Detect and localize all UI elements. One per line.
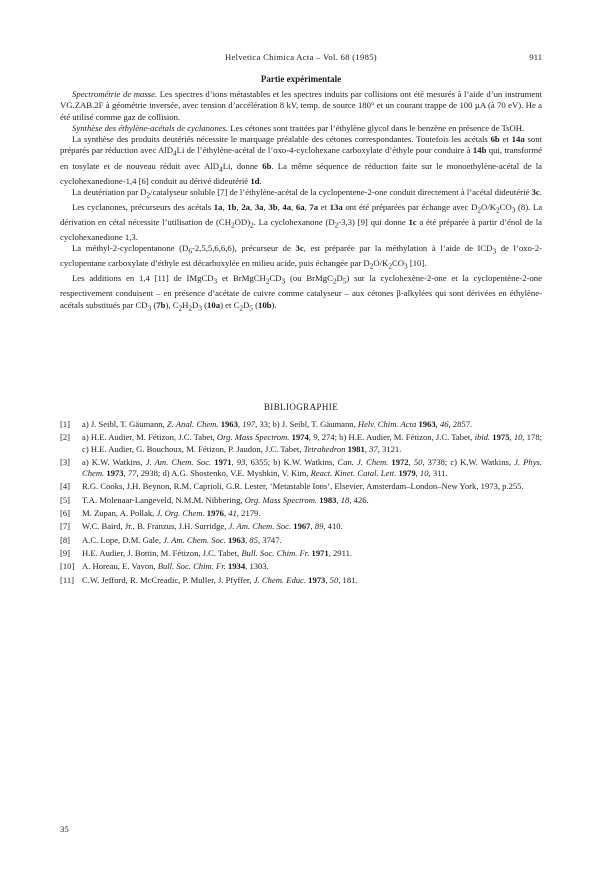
reference-number: [8] (60, 534, 71, 545)
reference-text: W.C. Baird, Jr., B. Franzus, J.H. Surridge, J. Am. Chem. Soc. 1967, 89, 410. (82, 521, 343, 532)
reference-item (60, 561, 542, 572)
reference-item (60, 521, 542, 532)
experimental-body (60, 89, 542, 315)
page-number: 911 (529, 52, 542, 62)
reference-number: [1] (60, 419, 71, 429)
reference-text: C.W. Jefford, R. McCreadic, P. Muller, J. Pfyffer, J. Chem. Educ. 1973, 50, 181. (82, 574, 358, 585)
reference-item (60, 457, 542, 480)
paragraph-deuterated-synthesis: La synthèse des produits deutériés nécessite le marquage préalable des cétones correspondantes. Toutefois les acétals 6b et 14a sont préparés par réduction avec AlD$_4$Li de l’éthylène-acétal de l’oxo-4-cyclohexane carboxylate d’éthyle pour conduire à 14b qui, transformé en tosylate et de nouveau réduit avec AlD$_4$Li, donne 6b. La même séquence de réduction faite sur le monoethylène-acétal de la cyclohexanedione-1,4 [6] conduit au dérivé dideutérié 1d. (60, 134, 543, 186)
running-header (60, 52, 542, 66)
reference-number: [4] (60, 481, 71, 492)
paragraph-cyclanones: Les cyclanones, précurseurs des acétals 1a, 1b, 2a, 3a, 3b, 4a, 6a, 7a et 13a ont été préparées par échange avec $D_2O/K_2CO_3$ (8). La dérivation en cétal nécessite l’utilisation de $(CH_2OD)_2$. La cyclohexanone $(D_2-3,3)$ [9] qui donne 1c a été préparée à partir d’énol de la cyclohexanedione 1,3. (60, 201, 543, 242)
section-title: Partie expérimentale (260, 74, 342, 84)
reference-number: [11] (60, 574, 74, 585)
reference-number: [7] (60, 521, 71, 532)
reference-text: M. Zupan, A. Pollak, J. Org. Chem. 1976, 41, 2179. (82, 508, 261, 519)
reference-text: R.G. Cooks, J.H. Beynon, R.M. Caprioli, G.R. Lester, ‘Metastable Ions’, Elsevier, Amsterdam–London–New York, 1973, p.255. (82, 481, 524, 492)
paragraph-deuteration: La deutériation par $D_2$/catalyseur soluble [7] de l’éthylène-acétal de la cyclopentene-2-one conduit directement à l’acétal dideutérié 3c. (72, 186, 542, 200)
reference-text: H.E. Audier, J. Bottin, M. Fétizon, J.C. Tabet, Bull. Soc. Chim. Fr. 1971, 2911. (82, 547, 353, 558)
paragraph-mass-spectrometry: Spectrométrie de masse. Les spectres d’ions métastables et les spectres induits par collisions ont été mesurés à l’aide d’un instrument VG.ZAB.2F à géométrie inversée, avec tension d’accélération 8 kV, temp. de source 180° et un courant trappe de 100 µA (à 70 eV). He a été utilisé comme gaz de collision. (60, 89, 543, 122)
reference-item (60, 432, 542, 455)
journal-title: Helvetica Chimica Acta – Vol. 68 (1985) (225, 52, 377, 62)
reference-item (60, 575, 542, 586)
reference-text: a) K.W. Watkins, J. Am. Chem. Soc. 1971, 93, 6355; b) K.W. Watkins, Can. J. Chem. 1972, 50, 3738; c) K.W. Watkins, J. Phys. Chem. 1973, 77, 2938; d) A.G. Shostenko, V.E. Myshkin, V. Kim, React. Kinet. Catal. Lett. 1979, 10, 311. (82, 456, 543, 479)
reference-item (60, 535, 542, 546)
reference-number: [10] (60, 561, 75, 572)
bibliography-title: BIBLIOGRAPHIE (263, 402, 339, 412)
paragraph-acetal-synthesis: Synthèse des éthylène-acétals de cyclanones. Les cétones sont traitées par l’éthylène glycol dans le benzène en présence de TsOH. (72, 122, 525, 133)
reference-item (60, 419, 542, 430)
reference-number: [6] (60, 508, 71, 519)
reference-text: A. Horeau, E. Vavon, Bull. Soc. Chim. Fr. 1934, 1303. (82, 561, 269, 572)
reference-number: [9] (60, 547, 71, 558)
reference-item (60, 548, 542, 559)
reference-number: [3] (60, 456, 71, 467)
reference-item (60, 481, 542, 492)
reference-text: a) H.E. Audier, M. Fétizon, J.C. Tabet, Org. Mass Spectrom. 1974, 9, 274; b) H.E. Audier, M. Fétizon, J.C. Tabet, ibid. 1975, 10, 178; c) H.E. Audier, G. Bouchoux, M. Fétizon, P. Jaudon, J.C. Tabet, Tetrahedron 1981, 37, 3121. (82, 432, 543, 454)
reference-text: T.A. Molenaar-Langeveld, N.M.M. Nibbering, Org. Mass Spectrom. 1983, 18, 426. (82, 494, 369, 505)
reference-number: [5] (60, 494, 71, 505)
footer-number: 35 (60, 824, 69, 834)
reference-item (60, 508, 542, 519)
reference-text: a) J. Seibl, T. Gäumann, Z. Anal. Chem. 1963, 197, 33; b) J. Seibl, T. Gäumann, Helv. Chim. Acta 1963, 46, 2857. (82, 419, 473, 429)
reference-number: [2] (60, 432, 71, 443)
reference-text: A.C. Lope, D.M. Gale, J. Am. Chem. Soc. 1963, 85, 3747. (82, 534, 282, 545)
reference-list (60, 419, 542, 588)
reference-item (60, 495, 542, 506)
paragraph-methylcyclopentanone: La méthyl-2-cyclopentanone $(D_6-2,5,5,6,6,6)$, précurseur de 3c, est préparée par la méthylation à l’aide de $ICD_3$ de l’oxo-2-cyclopentane carboxylate d’éthyle est décarboxylée en milieu acide, puis échangée par $D_2O/K_2CO_3$ [10]. (60, 243, 542, 271)
paragraph-additions: Les additions en 1,4 [11] de IMgCD$_3$ et $BrMgCH_2CD_3$ (ou $BrMgC_2D_5$) sur la cyclohexène-2-one et la cyclopentène-2-one respectivement conduisent – en présence d’acétate de cuivre comme catalyseur – aux cétones β-alkylées qui sont dérivées en éthylène-acétals substitués par $CD_3$ (7b), $C_2H_2D_3$ (10a) et $C_2D_5$ (10b). (60, 273, 543, 313)
